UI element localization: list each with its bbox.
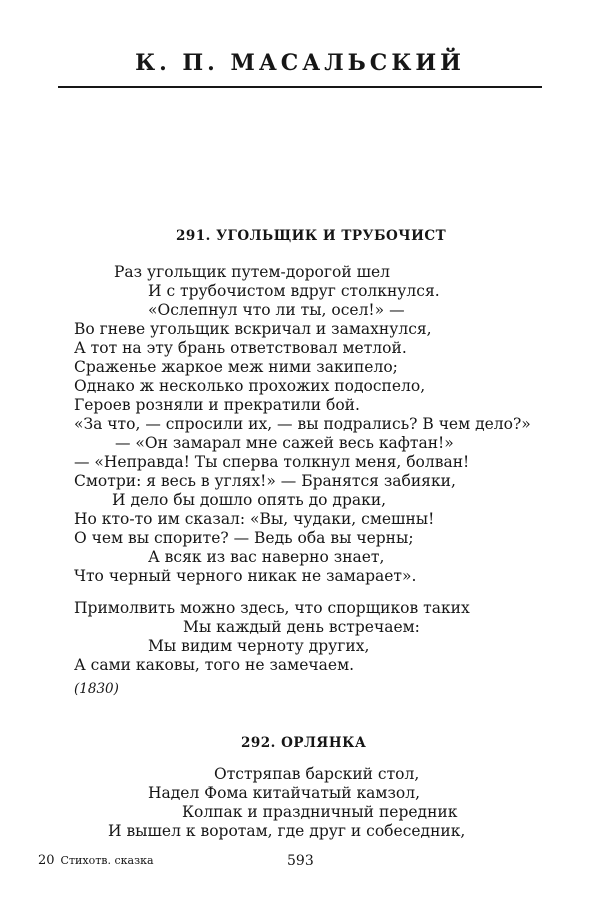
poem-line: А тот на эту брань ответствовал метлой. <box>74 339 407 357</box>
poem-line: — «Он замарал мне сажей весь кафтан!» <box>115 434 454 452</box>
signature-text: Стихотв. сказка <box>60 854 154 867</box>
poem-line: И дело бы дошло опять до драки, <box>112 491 387 509</box>
poem-line: Надел Фома китайчатый камзол, <box>148 784 421 802</box>
poem-line: Мы каждый день встречаем: <box>183 618 420 636</box>
poem-line: Колпак и праздничный передник <box>182 803 458 821</box>
poem-title: 292. ОРЛЯНКА <box>241 735 367 751</box>
poem-line: «За что, — спросили их, — вы подрались? В чем дело?» <box>74 415 531 433</box>
poem-date: (1830) <box>74 681 119 697</box>
poem-line: Примолвить можно здесь, что спорщиков таких <box>74 599 470 617</box>
poem-line: Героев розняли и прекратили бой. <box>74 396 360 414</box>
poem-title: 291. УГОЛЬЩИК И ТРУБОЧИСТ <box>176 228 447 244</box>
poem-line: Во гневе угольщик вскричал и замахнулся, <box>74 320 432 338</box>
poem-line: Отстряпав барский стол, <box>214 765 420 783</box>
page-number: 593 <box>287 853 314 869</box>
poem-line: И с трубочистом вдруг столкнулся. <box>148 282 440 300</box>
poem-line: Однако ж несколько прохожих подоспело, <box>74 377 426 395</box>
poem-line: Мы видим черноту других, <box>148 637 370 655</box>
poem-body <box>74 765 465 841</box>
poem-line: И вышел к воротам, где друг и собеседник, <box>108 822 466 840</box>
poem-line: А всяк из вас наверно знает, <box>148 548 385 566</box>
poem-line: Что черный черного никак не замарает». <box>74 567 417 585</box>
stanza-break <box>74 586 531 599</box>
poem-body <box>74 263 531 675</box>
poem-line: — «Неправда! Ты сперва толкнул меня, болван! <box>74 453 470 471</box>
poem-line: О чем вы спорите? — Ведь оба вы черны; <box>74 529 414 547</box>
poem-line: Раз угольщик путем-дорогой шел <box>114 263 391 281</box>
header-rule <box>58 86 542 88</box>
poem-line: А сами каковы, того не замечаем. <box>74 656 355 674</box>
poem-line: «Ослепнул что ли ты, осел!» — <box>148 301 405 319</box>
signature-number: 20 <box>38 853 55 868</box>
printer-signature <box>38 853 154 868</box>
poem-line: Смотри: я весь в углях!» — Бранятся забияки, <box>74 472 456 490</box>
poem-line: Сраженье жаркое меж ними закипело; <box>74 358 398 376</box>
poem-line: Но кто-то им сказал: «Вы, чудаки, смешны! <box>74 510 435 528</box>
running-header: К. П. МАСАЛЬСКИЙ <box>135 50 465 76</box>
